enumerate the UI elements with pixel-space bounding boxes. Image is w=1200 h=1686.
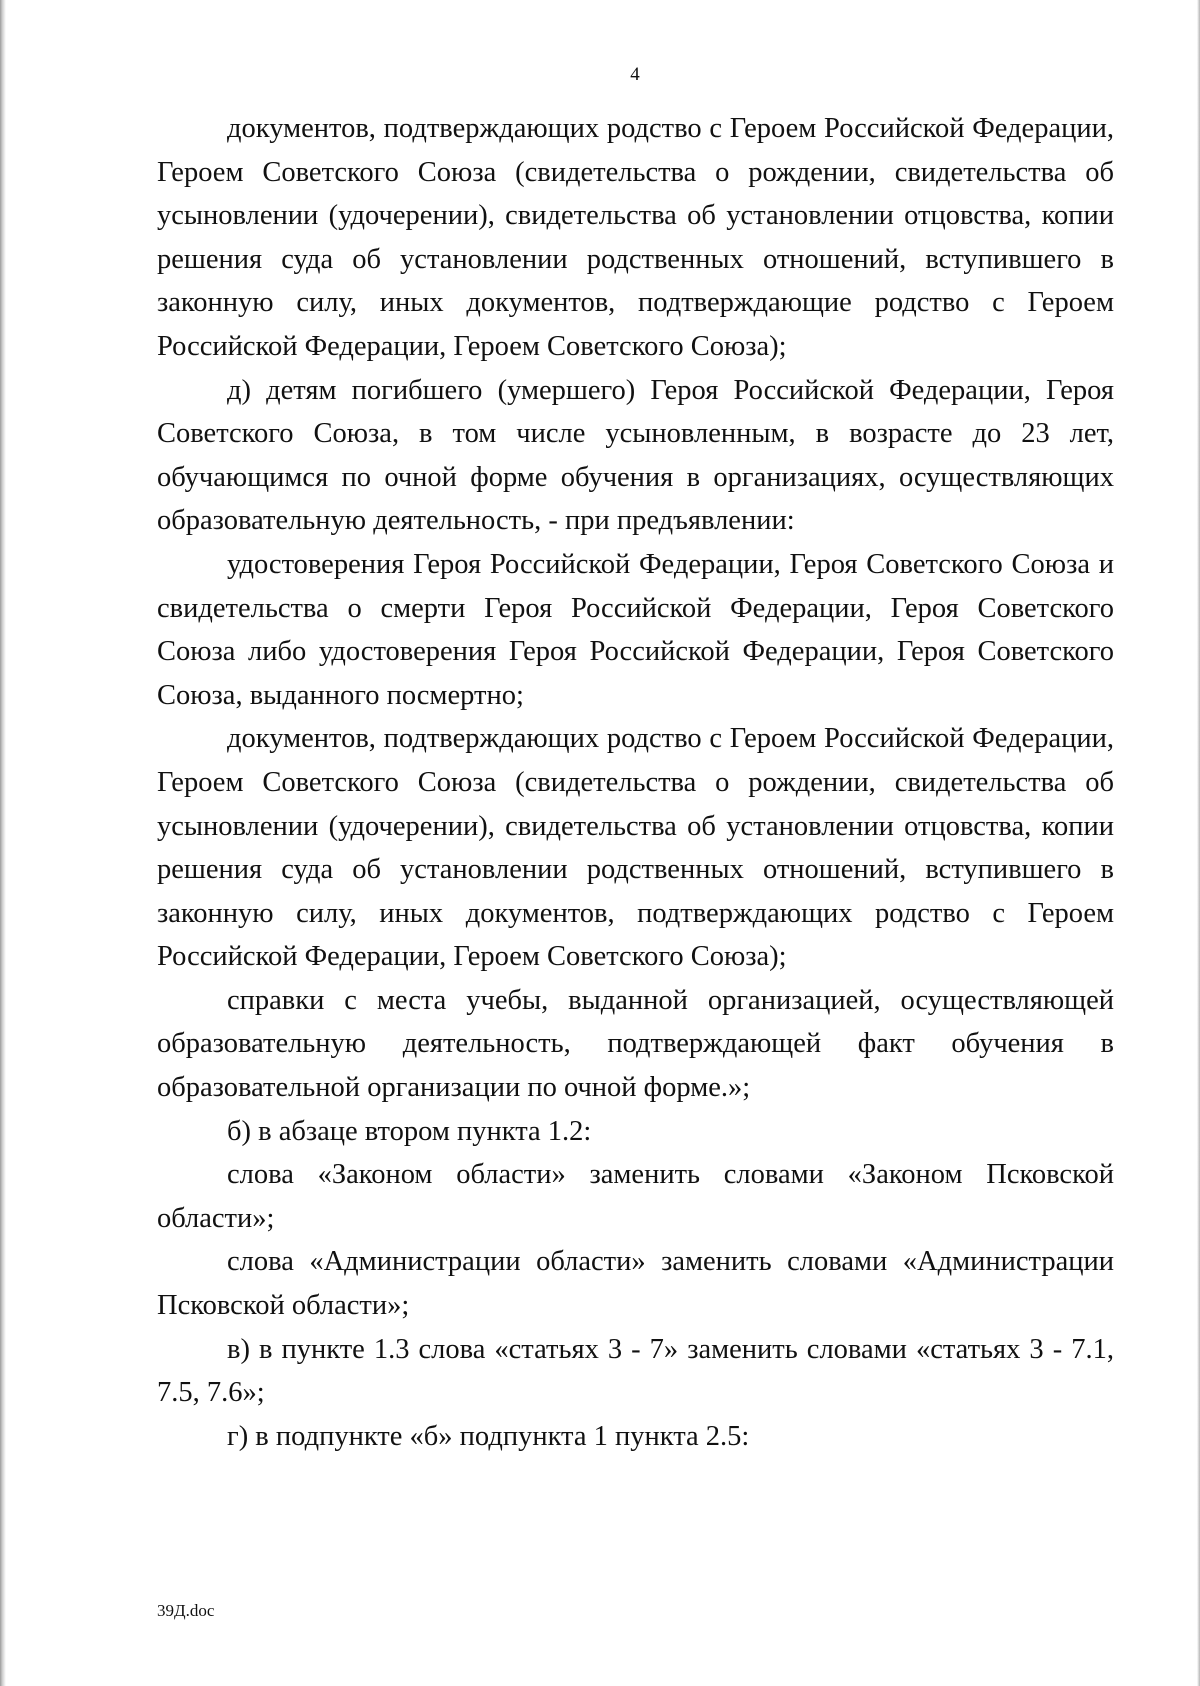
paragraph: документов, подтверждающих родство с Героем Российской Федерации, Героем Советского Союза (свидетельства о рождении, свидетельства об усыновлении (удочерении), свидетельства об установлении отцовства, копии решения суда об установлении родственных отношений, вступившего в законную силу, иных документов, подтверждающие родство с Героем Российской Федерации, Героем Советского Союза); (157, 113, 1114, 362)
scan-left-edge (0, 0, 6, 1686)
paragraph: б) в абзаце втором пункта 1.2: (227, 1115, 592, 1147)
footer-filename: 39Д.doc (157, 1601, 215, 1620)
page-number: 4 (630, 64, 640, 85)
paragraph: д) детям погибшего (умершего) Героя Российской Федерации, Героя Советского Союза, в том числе усыновленным, в возрасте до 23 лет, обучающимся по очной форме обучения в организациях, осуществляющих образовательную деятельность, - при предъявлении: (157, 374, 1114, 537)
document-body (157, 107, 1114, 1458)
paragraph: документов, подтверждающих родство с Героем Российской Федерации, Героем Советского Союза (свидетельства о рождении, свидетельства об усыновлении (удочерении), свидетельства об установлении отцовства, копии решения суда об установлении родственных отношений, вступившего в законную силу, иных документов, подтверждающих родство с Героем Российской Федерации, Героем Советского Союза); (157, 723, 1114, 973)
paragraph: слова «Администрации области» заменить словами «Администрации Псковской области»; (157, 1246, 1114, 1322)
paragraph: г) в подпункте «б» подпункта 1 пункта 2.5: (227, 1420, 750, 1452)
paragraph: слова «Законом области» заменить словами «Законом Псковской области»; (157, 1159, 1114, 1234)
paragraph: в) в пункте 1.3 слова «статьях 3 - 7» заменить словами «статьях 3 - 7.1, 7.5, 7.6»; (157, 1333, 1114, 1409)
paragraph: удостоверения Героя Российской Федерации, Героя Советского Союза и свидетельства о смерти Героя Российской Федерации, Героя Советского Союза либо удостоверения Героя Российской Федерации, Героя Советского Союза, выданного посмертно; (157, 548, 1114, 711)
paragraph: справки с места учебы, выданной организацией, осуществляющей образовательную деятельность, подтверждающей факт обучения в образовательной организации по очной форме.»; (157, 984, 1114, 1104)
